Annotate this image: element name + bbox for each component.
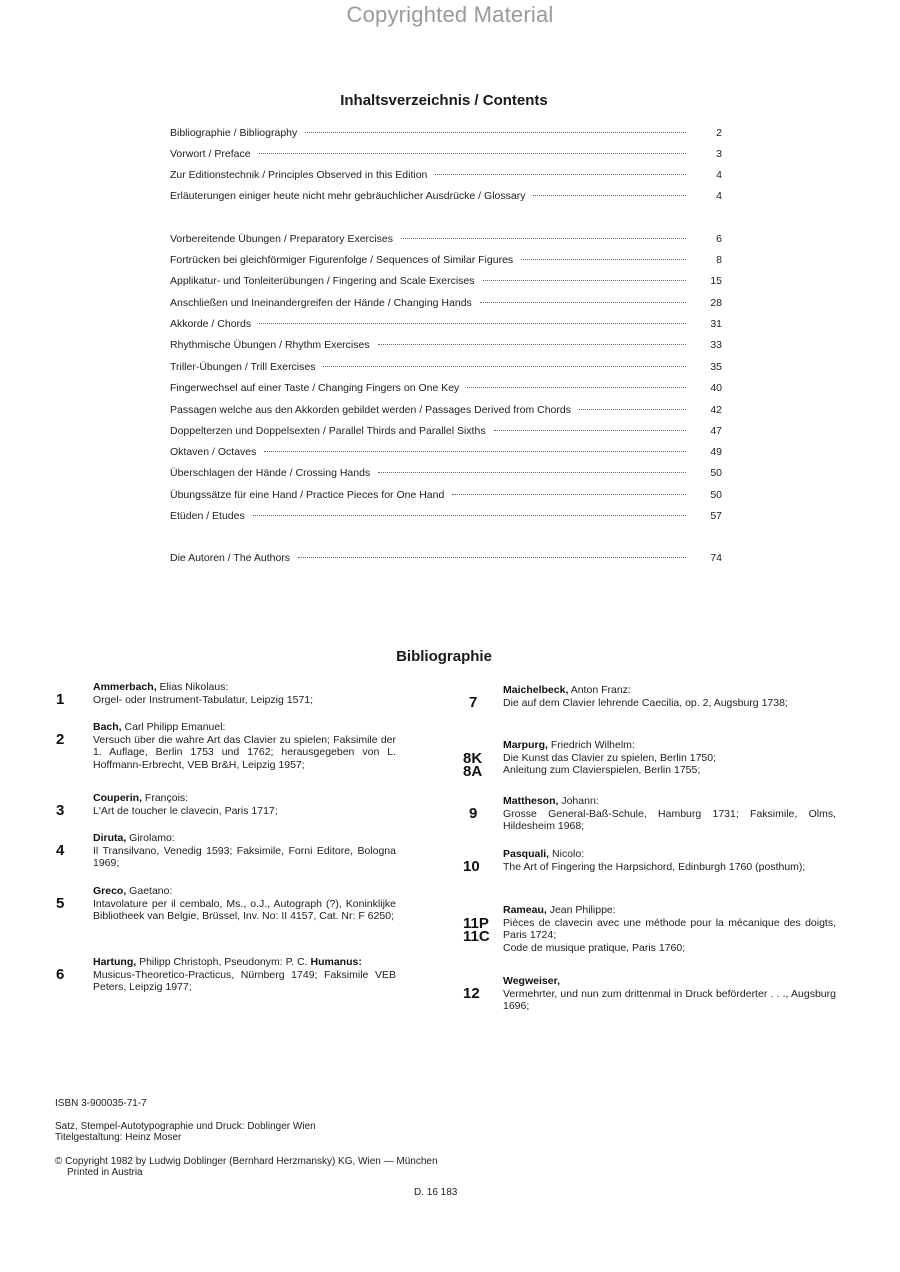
entry-author bbox=[503, 684, 836, 697]
dot-leader bbox=[323, 366, 686, 367]
contents-title: Inhaltsverzeichnis / Contents bbox=[340, 92, 548, 109]
toc-entry-page: 49 bbox=[710, 446, 722, 458]
toc-entry bbox=[170, 148, 722, 164]
toc-entry-label: Erläuterungen einiger heute nicht mehr gebräuchlicher Ausdrücke / Glossary bbox=[170, 190, 526, 202]
toc-entry-label: Applikatur- und Tonleiterübungen / Fingering and Scale Exercises bbox=[170, 275, 475, 287]
author-forename: Jean Philippe: bbox=[546, 904, 616, 916]
toc-entry bbox=[170, 404, 722, 420]
toc-entry bbox=[170, 169, 722, 185]
toc-entry-page: 40 bbox=[710, 382, 722, 394]
entry-author bbox=[503, 848, 836, 861]
toc-entry-page: 47 bbox=[710, 425, 722, 437]
author-forename: Girolamo: bbox=[126, 832, 175, 844]
toc-entry-page: 15 bbox=[710, 275, 722, 287]
entry-number: 2 bbox=[56, 731, 65, 748]
toc-entry-page: 42 bbox=[710, 404, 722, 416]
catalog-number: D. 16 183 bbox=[414, 1187, 458, 1198]
dot-leader bbox=[264, 451, 686, 452]
entry-work: L'Art de toucher le clavecin, Paris 1717; bbox=[93, 804, 278, 817]
author-surname: Diruta, bbox=[93, 832, 127, 844]
printed-in: Printed in Austria bbox=[67, 1167, 143, 1178]
toc-entry-label: Anschließen und Ineinandergreifen der Hände / Changing Hands bbox=[170, 297, 472, 309]
toc-entry-label: Vorbereitende Übungen / Preparatory Exercises bbox=[170, 233, 393, 245]
toc-entry bbox=[170, 233, 722, 249]
toc-entry-page: 50 bbox=[710, 467, 722, 479]
author-surname: Rameau, bbox=[503, 904, 547, 916]
entry-work: Code de musique pratique, Paris 1760; bbox=[503, 941, 686, 954]
copyright-notice: © Copyright 1982 by Ludwig Doblinger (Bernhard Herzmansky) KG, Wien — München bbox=[55, 1156, 438, 1167]
toc-entry-page: 4 bbox=[716, 169, 722, 181]
author-surname: Bach, bbox=[93, 721, 122, 733]
toc-entry-label: Passagen welche aus den Akkorden gebildet werden / Passages Derived from Chords bbox=[170, 404, 571, 416]
toc-entry-label: Übungssätze für eine Hand / Practice Pieces for One Hand bbox=[170, 489, 445, 501]
toc-entry-page: 4 bbox=[716, 190, 722, 202]
toc-entry bbox=[170, 382, 722, 398]
toc-entry bbox=[170, 339, 722, 355]
author-forename: Gaetano: bbox=[126, 885, 173, 897]
watermark: Copyrighted Material bbox=[346, 2, 554, 27]
toc-entry-label: Fortrücken bei gleichförmiger Figurenfolge / Sequences of Similar Figures bbox=[170, 254, 514, 266]
dot-leader bbox=[494, 430, 686, 431]
toc-entry-label: Überschlagen der Hände / Crossing Hands bbox=[170, 467, 371, 479]
dot-leader bbox=[253, 515, 686, 516]
entry-work: Il Transilvano, Venedig 1593; Faksimile, Forni Editore, Bologna 1969; bbox=[93, 844, 396, 870]
entry-number: 10 bbox=[463, 858, 480, 875]
toc-entry-label: Rhythmische Übungen / Rhythm Exercises bbox=[170, 339, 370, 351]
entry-work: Orgel- oder Instrument-Tabulatur, Leipzig 1571; bbox=[93, 693, 314, 706]
toc-entry bbox=[170, 254, 722, 270]
entry-number: 5 bbox=[56, 895, 65, 912]
toc-entry bbox=[170, 361, 722, 377]
entry-number: 9 bbox=[469, 805, 478, 822]
author-surname: Maichelbeck, bbox=[503, 684, 569, 696]
toc-entry-label: Akkorde / Chords bbox=[170, 318, 252, 330]
toc-entry-page: 31 bbox=[710, 318, 722, 330]
toc-entry-label: Die Autoren / The Authors bbox=[170, 552, 291, 564]
entry-author bbox=[93, 832, 396, 845]
author-surname: Wegweiser, bbox=[503, 975, 561, 987]
toc-entry-page: 33 bbox=[710, 339, 722, 351]
entry-author bbox=[503, 904, 836, 917]
entry-number: 3 bbox=[56, 802, 65, 819]
author-forename: Anton Franz: bbox=[568, 684, 631, 696]
entry-number: 6 bbox=[56, 966, 65, 983]
dot-leader bbox=[401, 238, 686, 239]
author-forename: François: bbox=[142, 792, 189, 804]
dot-leader bbox=[521, 259, 686, 260]
entry-number: 8K bbox=[463, 750, 483, 767]
toc-entry-page: 8 bbox=[716, 254, 722, 266]
dot-leader bbox=[452, 494, 686, 495]
dot-leader bbox=[579, 409, 686, 410]
entry-work: Musicus-Theoretico-Practicus, Nürnberg 1749; Faksimile VEB Peters, Leipzig 1977; bbox=[93, 968, 396, 994]
entry-number: 7 bbox=[469, 694, 478, 711]
entry-author bbox=[93, 792, 396, 805]
author-surname: Mattheson, bbox=[503, 795, 559, 807]
entry-author bbox=[503, 739, 836, 752]
production-credit: Satz, Stempel-Autotypographie und Druck: Doblinger Wien bbox=[55, 1121, 316, 1132]
dot-leader bbox=[378, 472, 686, 473]
toc-entry bbox=[170, 489, 722, 505]
author-surname: Greco, bbox=[93, 885, 127, 897]
entry-work: The Art of Fingering the Harpsichord, Edinburgh 1760 (posthum); bbox=[503, 860, 806, 873]
author-forename: Johann: bbox=[558, 795, 599, 807]
toc-entry-page: 28 bbox=[710, 297, 722, 309]
entry-author bbox=[503, 975, 836, 988]
entry-author bbox=[93, 721, 396, 734]
author-surname: Marpurg, bbox=[503, 739, 548, 751]
dot-leader bbox=[259, 153, 686, 154]
author-forename: Friedrich Wilhelm: bbox=[547, 739, 635, 751]
dot-leader bbox=[533, 195, 686, 196]
bibliography-title: Bibliographie bbox=[396, 648, 492, 665]
toc-entry-label: Triller-Übungen / Trill Exercises bbox=[170, 361, 316, 373]
dot-leader bbox=[435, 174, 686, 175]
entry-work: Die Kunst das Clavier zu spielen, Berlin 1750; bbox=[503, 751, 717, 764]
dot-leader bbox=[483, 280, 687, 281]
entry-work: Versuch über die wahre Art das Clavier zu spielen; Faksimile der 1. Auflage, Berlin 1753 und 1762; herausgegeben von L. Hoffmann-Erbrecht, VEB Br&H, Leipzig 1957; bbox=[93, 733, 396, 771]
entry-number: 11P bbox=[463, 915, 489, 932]
toc-entry-page: 74 bbox=[710, 552, 722, 564]
author-surname: Ammerbach, bbox=[93, 681, 157, 693]
entry-work: Grosse General-Baß-Schule, Hamburg 1731; Faksimile, Olms, Hildesheim 1968; bbox=[503, 807, 836, 833]
entry-number: 12 bbox=[463, 985, 480, 1002]
toc-entry bbox=[170, 318, 722, 334]
toc-entry-label: Vorwort / Preface bbox=[170, 148, 251, 160]
toc-entry bbox=[170, 127, 722, 143]
toc-entry-page: 50 bbox=[710, 489, 722, 501]
author-forename: Elias Nikolaus: bbox=[156, 681, 229, 693]
toc-entry-page: 6 bbox=[716, 233, 722, 245]
toc-entry bbox=[170, 190, 722, 206]
toc-entry-label: Fingerwechsel auf einer Taste / Changing Fingers on One Key bbox=[170, 382, 460, 394]
entry-author bbox=[93, 885, 396, 898]
dot-leader bbox=[480, 302, 686, 303]
author-forename: Philipp Christoph, Pseudonym: P. C. bbox=[136, 956, 311, 968]
entry-number: 11C bbox=[463, 928, 490, 945]
title-design-credit: Titelgestaltung: Heinz Moser bbox=[55, 1132, 182, 1143]
author-surname: Pasquali, bbox=[503, 848, 550, 860]
entry-work: Vermehrter, und nun zum drittenmal in Druck beförderter . . ., Augsburg 1696; bbox=[503, 987, 836, 1013]
toc-entry bbox=[170, 275, 722, 291]
author-pseudonym: Humanus: bbox=[310, 956, 362, 968]
toc-entry-page: 3 bbox=[716, 148, 722, 160]
toc-entry-label: Zur Editionstechnik / Principles Observed in this Edition bbox=[170, 169, 428, 181]
entry-number: 8A bbox=[463, 763, 483, 780]
entry-work: Pièces de clavecin avec une méthode pour la mécanique des doigts, Paris 1724; bbox=[503, 916, 836, 942]
author-surname: Hartung, bbox=[93, 956, 137, 968]
entry-author bbox=[93, 681, 396, 694]
author-forename: Carl Philipp Emanuel: bbox=[121, 721, 226, 733]
toc-entry-label: Etüden / Etudes bbox=[170, 510, 245, 522]
toc-entry-page: 2 bbox=[716, 127, 722, 139]
toc-entry bbox=[170, 467, 722, 483]
dot-leader bbox=[259, 323, 686, 324]
entry-work: Intavolature per il cembalo, Ms., o.J., Autograph (?), Koninklijke Bibliotheek van Belgie, Brüssel, Inv. No: II 4157, Cat. Nr: F 6250; bbox=[93, 897, 396, 923]
dot-leader bbox=[378, 344, 686, 345]
entry-work: Die auf dem Clavier lehrende Caecilia, op. 2, Augsburg 1738; bbox=[503, 696, 788, 709]
entry-number: 1 bbox=[56, 691, 65, 708]
toc-entry-label: Oktaven / Octaves bbox=[170, 446, 257, 458]
toc-entry bbox=[170, 446, 722, 462]
toc-entry-label: Doppelterzen und Doppelsexten / Parallel Thirds and Parallel Sixths bbox=[170, 425, 486, 437]
entry-work: Anleitung zum Clavierspielen, Berlin 1755; bbox=[503, 764, 701, 777]
dot-leader bbox=[305, 132, 686, 133]
toc-entry-label: Bibliographie / Bibliography bbox=[170, 127, 298, 139]
entry-number: 4 bbox=[56, 842, 65, 859]
toc-entry bbox=[170, 425, 722, 441]
toc-entry bbox=[170, 552, 722, 568]
toc-entry bbox=[170, 297, 722, 313]
dot-leader bbox=[467, 387, 686, 388]
author-surname: Couperin, bbox=[93, 792, 142, 804]
entry-author bbox=[93, 956, 396, 969]
author-forename: Nicolo: bbox=[549, 848, 585, 860]
toc-entry-page: 57 bbox=[710, 510, 722, 522]
toc-entry bbox=[170, 510, 722, 526]
dot-leader bbox=[298, 557, 686, 558]
toc-entry-page: 35 bbox=[710, 361, 722, 373]
isbn: ISBN 3-900035-71-7 bbox=[55, 1098, 147, 1109]
entry-author bbox=[503, 795, 836, 808]
